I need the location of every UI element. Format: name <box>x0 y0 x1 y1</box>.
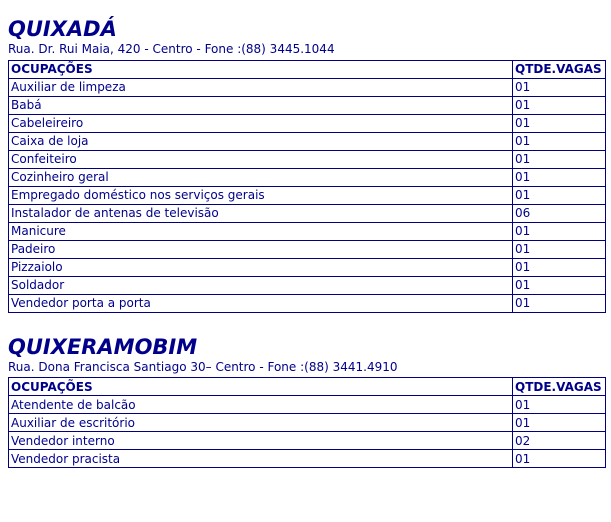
table-row <box>9 132 606 150</box>
occupation-cell: Atendente de balcão <box>9 396 513 414</box>
table-body <box>9 396 606 468</box>
table-row <box>9 258 606 276</box>
vacancies-table <box>8 60 606 313</box>
vacancy-document <box>0 17 611 468</box>
occupation-cell: Vendedor interno <box>9 432 513 450</box>
vacancies-cell: 02 <box>513 432 606 450</box>
vacancies-cell: 01 <box>513 150 606 168</box>
occupations-header-cell: OCUPAÇÕES <box>9 60 513 78</box>
table-row <box>9 150 606 168</box>
occupation-cell: Soldador <box>9 276 513 294</box>
occupation-cell: Caixa de loja <box>9 132 513 150</box>
table-row <box>9 222 606 240</box>
vacancies-cell: 01 <box>513 132 606 150</box>
vacancies-cell: 01 <box>513 186 606 204</box>
vacancies-cell: 01 <box>513 396 606 414</box>
table-row <box>9 204 606 222</box>
vacancies-cell: 01 <box>513 114 606 132</box>
table-row <box>9 186 606 204</box>
table-row <box>9 294 606 312</box>
table-row <box>9 96 606 114</box>
vacancies-cell: 01 <box>513 294 606 312</box>
city-title: QUIXADÁ <box>8 17 117 41</box>
table-row <box>9 168 606 186</box>
occupation-cell: Empregado doméstico nos serviços gerais <box>9 186 513 204</box>
occupation-cell: Instalador de antenas de televisão <box>9 204 513 222</box>
table-row <box>9 114 606 132</box>
vacancies-cell: 01 <box>513 240 606 258</box>
occupation-cell: Padeiro <box>9 240 513 258</box>
table-row <box>9 78 606 96</box>
vacancies-cell: 01 <box>513 414 606 432</box>
table-header-row <box>9 378 606 396</box>
occupation-cell: Manicure <box>9 222 513 240</box>
vacancies-header-cell: QTDE.VAGAS <box>513 378 606 396</box>
occupations-header-cell: OCUPAÇÕES <box>9 378 513 396</box>
vacancies-table <box>8 377 606 468</box>
table-row <box>9 276 606 294</box>
vacancies-cell: 01 <box>513 168 606 186</box>
occupation-cell: Cabeleireiro <box>9 114 513 132</box>
occupation-cell: Vendedor pracista <box>9 450 513 468</box>
vacancies-header-cell: QTDE.VAGAS <box>513 60 606 78</box>
vacancies-cell: 01 <box>513 258 606 276</box>
city-section <box>8 335 611 469</box>
city-section <box>8 17 611 313</box>
table-row <box>9 450 606 468</box>
table-row <box>9 414 606 432</box>
table-row <box>9 240 606 258</box>
vacancies-cell: 01 <box>513 78 606 96</box>
table-header-row <box>9 60 606 78</box>
table-row <box>9 396 606 414</box>
city-title: QUIXERAMOBIM <box>8 334 198 359</box>
occupation-cell: Vendedor porta a porta <box>9 294 513 312</box>
table-row <box>9 432 606 450</box>
occupation-cell: Pizzaiolo <box>9 258 513 276</box>
occupation-cell: Confeiteiro <box>9 150 513 168</box>
occupation-cell: Auxiliar de limpeza <box>9 78 513 96</box>
address-line: Rua. Dr. Rui Maia, 420 - Centro - Fone :(88) 3445.1044 <box>8 42 335 57</box>
occupation-cell: Babá <box>9 96 513 114</box>
vacancies-cell: 01 <box>513 96 606 114</box>
table-body <box>9 78 606 312</box>
occupation-cell: Cozinheiro geral <box>9 168 513 186</box>
vacancies-cell: 06 <box>513 204 606 222</box>
vacancies-cell: 01 <box>513 276 606 294</box>
address-line: Rua. Dona Francisca Santiago 30– Centro - Fone :(88) 3441.4910 <box>8 359 398 374</box>
vacancies-cell: 01 <box>513 450 606 468</box>
occupation-cell: Auxiliar de escritório <box>9 414 513 432</box>
vacancies-cell: 01 <box>513 222 606 240</box>
